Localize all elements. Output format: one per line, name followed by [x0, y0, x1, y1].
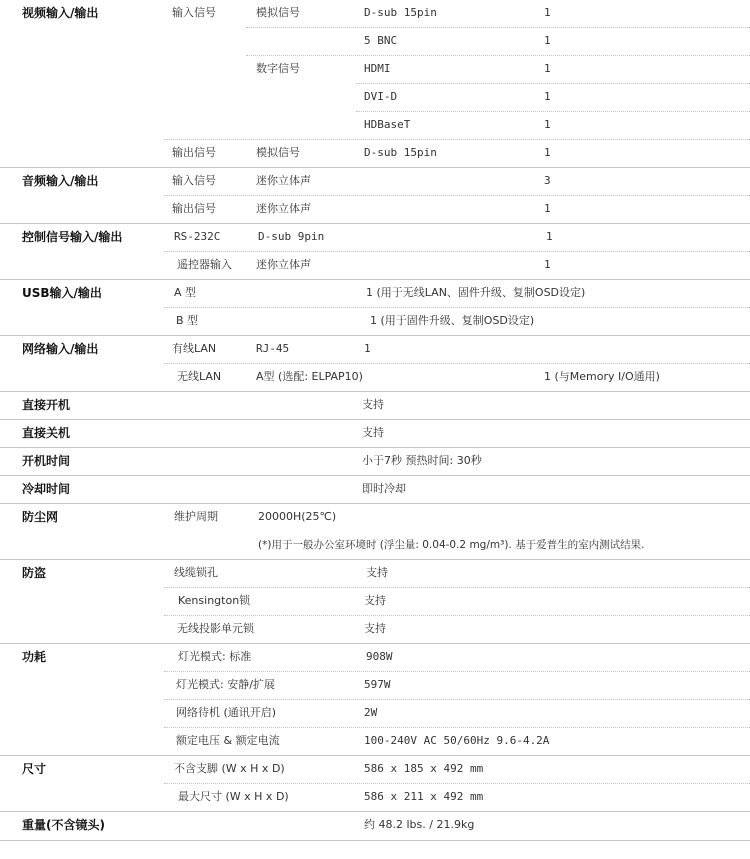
- row-divider: [164, 615, 750, 616]
- dimensions-label: 不含支脚 (W x H x D): [174, 762, 285, 775]
- control-label: RS-232C: [174, 230, 221, 243]
- anti-theft-label: Kensington锁: [178, 594, 251, 607]
- audio-port: 迷你立体声: [256, 174, 311, 187]
- video-qty: 1: [544, 118, 551, 131]
- audio-label: 输入信号: [172, 174, 216, 187]
- video-analog-label: 模拟信号: [256, 6, 300, 19]
- section-divider: [0, 447, 750, 448]
- row-divider: [164, 139, 750, 140]
- wireless-lan-label: 无线LAN: [177, 370, 222, 383]
- video-input-label: 输入信号: [172, 6, 216, 19]
- row-divider: [164, 783, 750, 784]
- audio-port: 迷你立体声: [256, 202, 311, 215]
- row-divider: [164, 727, 750, 728]
- power-value: 908W: [366, 650, 393, 663]
- video-port: 5 BNC: [364, 34, 398, 47]
- weight-value: 约 48.2 lbs. / 21.9kg: [364, 818, 475, 831]
- usb-value: 1 (用于固件升级、复制OSD设定): [370, 314, 535, 327]
- row-divider: [164, 195, 750, 196]
- power-value: 2W: [364, 706, 378, 719]
- anti-theft-value: 支持: [366, 566, 388, 579]
- row-divider: [164, 251, 750, 252]
- section-divider: [0, 755, 750, 756]
- video-qty: 1: [544, 146, 551, 159]
- section-divider: [0, 335, 750, 336]
- video-port: DVI-D: [364, 90, 398, 103]
- section-divider: [0, 503, 750, 504]
- anti-theft-value: 支持: [364, 594, 386, 607]
- power-label: 网络待机 (通讯开启): [176, 706, 277, 719]
- control-port: 迷你立体声: [256, 258, 311, 271]
- video-qty: 1: [544, 62, 551, 75]
- anti-theft-label: 线缆锁孔: [174, 566, 218, 579]
- usb-value: 1 (用于无线LAN、固件升级、复制OSD设定): [366, 286, 586, 299]
- control-port: D-sub 9pin: [258, 230, 325, 243]
- category-power: 功耗: [22, 650, 47, 664]
- section-divider: [0, 475, 750, 476]
- usb-label: A 型: [174, 286, 197, 299]
- anti-theft-label: 无线投影单元锁: [177, 622, 254, 635]
- category-video-io: 视频输入/输出: [22, 6, 99, 20]
- category-startup-time: 开机时间: [22, 454, 71, 468]
- video-port: D-sub 15pin: [364, 6, 437, 19]
- category-direct-on: 直接开机: [22, 398, 71, 412]
- row-divider: [164, 307, 750, 308]
- row-divider: [246, 55, 750, 56]
- row-divider: [246, 27, 750, 28]
- power-label: 额定电压 & 额定电流: [176, 734, 280, 747]
- wired-lan-port: RJ-45: [256, 342, 290, 355]
- row-divider: [164, 363, 750, 364]
- control-qty: 1: [546, 230, 553, 243]
- section-divider: [0, 419, 750, 420]
- video-qty: 1: [544, 90, 551, 103]
- anti-theft-value: 支持: [364, 622, 386, 635]
- section-divider: [0, 167, 750, 168]
- dimensions-label: 最大尺寸 (W x H x D): [178, 790, 289, 803]
- category-anti-theft: 防盗: [22, 566, 47, 580]
- video-output-analog-label: 模拟信号: [256, 146, 300, 159]
- audio-qty: 3: [544, 174, 551, 187]
- section-divider: [0, 811, 750, 812]
- video-qty: 1: [544, 6, 551, 19]
- power-value: 100-240V AC 50/60Hz 9.6-4.2A: [364, 734, 550, 747]
- dust-filter-value: 20000H(25℃): [258, 510, 337, 523]
- video-port: HDBaseT: [364, 118, 411, 131]
- section-divider: [0, 279, 750, 280]
- wireless-lan-port: A型 (选配: ELPAP10): [256, 370, 363, 383]
- row-divider: [164, 671, 750, 672]
- row-divider: [164, 699, 750, 700]
- category-network-io: 网络输入/输出: [22, 342, 99, 356]
- section-divider: [0, 840, 750, 841]
- video-digital-label: 数字信号: [256, 62, 300, 75]
- wired-lan-qty: 1: [364, 342, 371, 355]
- wired-lan-label: 有线LAN: [172, 342, 217, 355]
- wireless-lan-qty: 1 (与Memory I/O通用): [544, 370, 660, 383]
- category-usb-io: USB输入/输出: [22, 286, 102, 300]
- category-dimensions: 尺寸: [22, 762, 47, 776]
- audio-qty: 1: [544, 202, 551, 215]
- video-output-label: 输出信号: [172, 146, 216, 159]
- section-divider: [0, 643, 750, 644]
- section-divider: [0, 391, 750, 392]
- row-divider: [356, 83, 750, 84]
- category-control-io: 控制信号输入/输出: [22, 230, 123, 244]
- dimensions-value: 586 x 185 x 492 mm: [364, 762, 484, 775]
- audio-label: 输出信号: [172, 202, 216, 215]
- category-audio-io: 音频输入/输出: [22, 174, 99, 188]
- row-divider: [356, 111, 750, 112]
- control-label: 遥控器输入: [177, 258, 232, 271]
- usb-label: B 型: [176, 314, 199, 327]
- section-divider: [0, 223, 750, 224]
- control-qty: 1: [544, 258, 551, 271]
- dust-filter-note: (*)用于一般办公室环境时 (浮尘量: 0.04-0.2 mg/m³). 基于爱普生的室内测试结果.: [258, 539, 645, 551]
- category-cooldown-time: 冷却时间: [22, 482, 71, 496]
- dust-filter-label: 维护周期: [174, 510, 218, 523]
- section-divider: [0, 559, 750, 560]
- category-dust-filter: 防尘网: [22, 510, 59, 524]
- row-divider: [164, 587, 750, 588]
- direct-on-value: 支持: [362, 398, 384, 411]
- video-port: HDMI: [364, 62, 391, 75]
- category-direct-off: 直接关机: [22, 426, 71, 440]
- power-label: 灯光模式: 标准: [178, 650, 252, 663]
- category-weight: 重量(不含镜头): [22, 818, 105, 832]
- power-label: 灯光模式: 安静/扩展: [176, 678, 275, 691]
- video-qty: 1: [544, 34, 551, 47]
- dimensions-value: 586 x 211 x 492 mm: [364, 790, 484, 803]
- video-port: D-sub 15pin: [364, 146, 437, 159]
- power-value: 597W: [364, 678, 391, 691]
- cooldown-time-value: 即时冷却: [362, 482, 406, 495]
- direct-off-value: 支持: [362, 426, 384, 439]
- startup-time-value: 小于7秒 预热时间: 30秒: [362, 454, 482, 467]
